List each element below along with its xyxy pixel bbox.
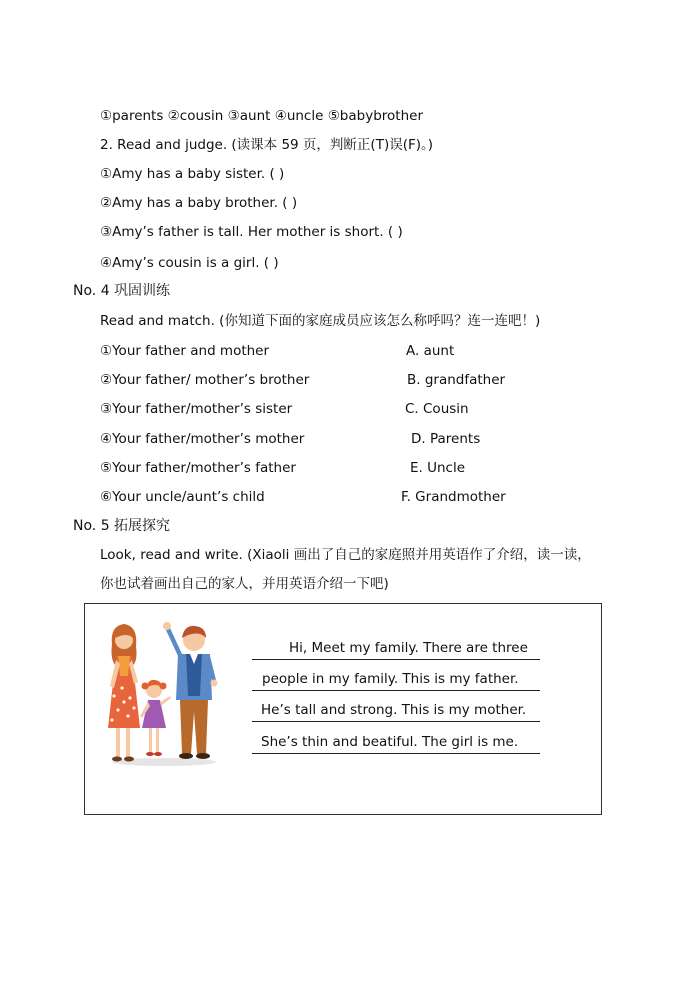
match-right-e: E. Uncle bbox=[410, 460, 466, 476]
girl-figure bbox=[140, 680, 171, 756]
match-left-3: ③Your father/mother’s sister bbox=[100, 401, 293, 417]
match-right-d: D. Parents bbox=[411, 431, 481, 447]
judge-item-3: ③Amy’s father is tall. Her mother is short. ( ) bbox=[100, 224, 403, 240]
father-figure bbox=[163, 622, 218, 759]
match-left-1: ①Your father and mother bbox=[100, 343, 270, 359]
passage-line-3 bbox=[252, 701, 540, 722]
passage-line-2 bbox=[252, 670, 540, 691]
no5-instruction-line2: 你也试着画出自己的家人，并用英语介绍一下吧) bbox=[100, 576, 389, 592]
family-illustration bbox=[104, 616, 222, 768]
no5-heading: No. 5 拓展探究 bbox=[73, 518, 171, 534]
no5-instruction-line1: Look, read and write. (Xiaoli 画出了自己的家庭照并用英语作了介绍，读一读， bbox=[100, 547, 591, 563]
match-left-2: ②Your father/ mother’s brother bbox=[100, 372, 310, 388]
match-right-a: A. aunt bbox=[406, 343, 455, 359]
match-left-4: ④Your father/mother’s mother bbox=[100, 431, 305, 447]
word-list: ①parents ②cousin ③aunt ④uncle ⑤babybrother bbox=[100, 108, 423, 124]
match-right-c: C. Cousin bbox=[405, 401, 469, 417]
match-left-5: ⑤Your father/mother’s father bbox=[100, 460, 296, 476]
match-left-6: ⑥Your uncle/aunt’s child bbox=[100, 489, 265, 505]
match-right-f: F. Grandmother bbox=[401, 489, 506, 505]
passage-line-1 bbox=[252, 639, 540, 660]
judge-item-1: ①Amy has a baby sister. ( ) bbox=[100, 166, 285, 182]
no4-heading: No. 4 巩固训练 bbox=[73, 283, 171, 299]
passage-text-1: Hi, Meet my family. There are three bbox=[289, 640, 528, 656]
mother-figure bbox=[108, 624, 140, 762]
passage-text-2: people in my family. This is my father. bbox=[262, 671, 519, 687]
no4-instruction: Read and match. (你知道下面的家庭成员应该怎么称呼吗？连一连吧！) bbox=[100, 313, 541, 329]
section2-instruction: 2. Read and judge. (读课本 59 页，判断正(T)误(F)。) bbox=[100, 137, 434, 153]
passage-text-3: He’s tall and strong. This is my mother. bbox=[261, 702, 527, 718]
passage-text-4: She’s thin and beatiful. The girl is me. bbox=[261, 734, 519, 750]
judge-item-2: ②Amy has a baby brother. ( ) bbox=[100, 195, 298, 211]
match-right-b: B. grandfather bbox=[407, 372, 506, 388]
passage-line-4 bbox=[252, 733, 540, 754]
judge-item-4: ④Amy’s cousin is a girl. ( ) bbox=[100, 255, 279, 271]
